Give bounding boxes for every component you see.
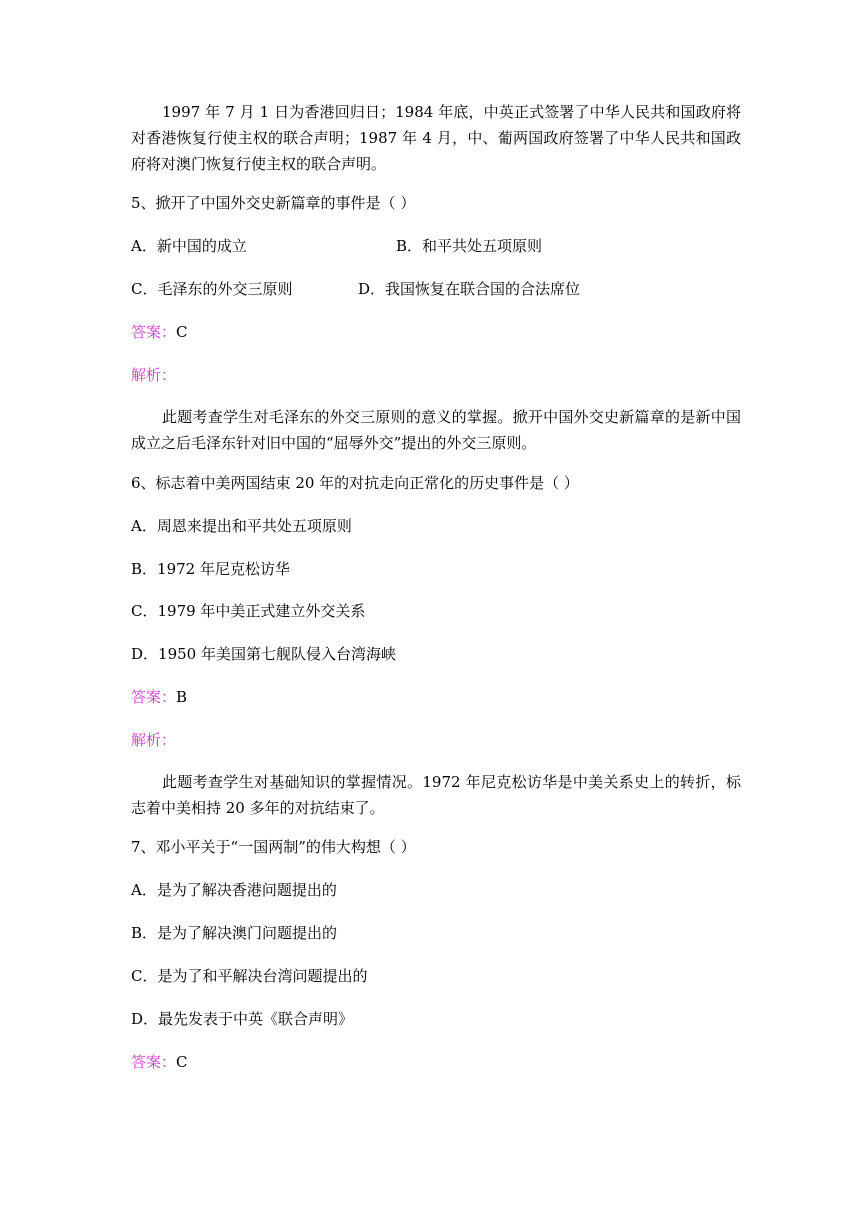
question-7-option-b: B．是为了解决澳门问题提出的 xyxy=(131,924,338,942)
answer-value: B xyxy=(176,688,188,706)
question-6-analysis-text: 此题考查学生对基础知识的掌握情况。1972 年尼克松访华是中美关系史上的转折，标志着中美相持 20 多年的对抗结束了。 xyxy=(131,773,741,817)
question-5-analysis-text: 此题考查学生对毛泽东的外交三原则的意义的掌握。掀开中国外交史新篇章的是新中国成立之后毛泽东针对旧中国的“屈辱外交”提出的外交三原则。 xyxy=(131,408,741,452)
context-paragraph: 1997 年 7 月 1 日为香港回归日；1984 年底，中英正式签署了中华人民共和国政府将对香港恢复行使主权的联合声明；1987 年 4 月，中、葡两国政府签署了中华人民共和国政府将对澳门恢复行使主权的联合声明。 xyxy=(131,103,741,173)
question-7-answer xyxy=(131,1052,188,1072)
question-6-option-d: D．1950 年美国第七舰队侵入台湾海峡 xyxy=(131,645,396,663)
answer-label: 答案： xyxy=(131,688,177,706)
question-7-option-a: A．是为了解决香港问题提出的 xyxy=(131,881,337,899)
question-5-option-c: C．毛泽东的外交三原则 xyxy=(131,280,293,298)
question-6-stem: 6、标志着中美两国结束 20 年的对抗走向正常化的历史事件是（ ） xyxy=(131,474,579,492)
question-7-option-d: D．最先发表于中英《联合声明》 xyxy=(131,1010,354,1028)
question-6-option-c: C．1979 年中美正式建立外交关系 xyxy=(131,602,366,620)
question-6-option-a: A．周恩来提出和平共处五项原则 xyxy=(131,517,352,535)
question-7-stem: 7、邓小平关于“一国两制”的伟大构想（ ） xyxy=(131,838,416,856)
question-6-answer xyxy=(131,687,187,707)
answer-value: C xyxy=(176,1053,188,1071)
question-6-analysis-label: 解析： xyxy=(131,731,177,749)
question-7-option-c: C．是为了和平解决台湾问题提出的 xyxy=(131,967,368,985)
answer-label: 答案： xyxy=(131,323,177,341)
question-5-option-d: D．我国恢复在联合国的合法席位 xyxy=(358,280,581,298)
question-5-stem: 5、掀开了中国外交史新篇章的事件是（ ） xyxy=(131,194,416,212)
question-5-option-a: A．新中国的成立 xyxy=(131,237,247,255)
question-6-option-b: B．1972 年尼克松访华 xyxy=(131,560,290,578)
question-5-option-b: B．和平共处五项原则 xyxy=(396,237,543,255)
answer-value: C xyxy=(176,323,188,341)
question-5-answer xyxy=(131,322,188,342)
answer-label: 答案： xyxy=(131,1053,177,1071)
question-5-analysis-label: 解析： xyxy=(131,366,177,384)
